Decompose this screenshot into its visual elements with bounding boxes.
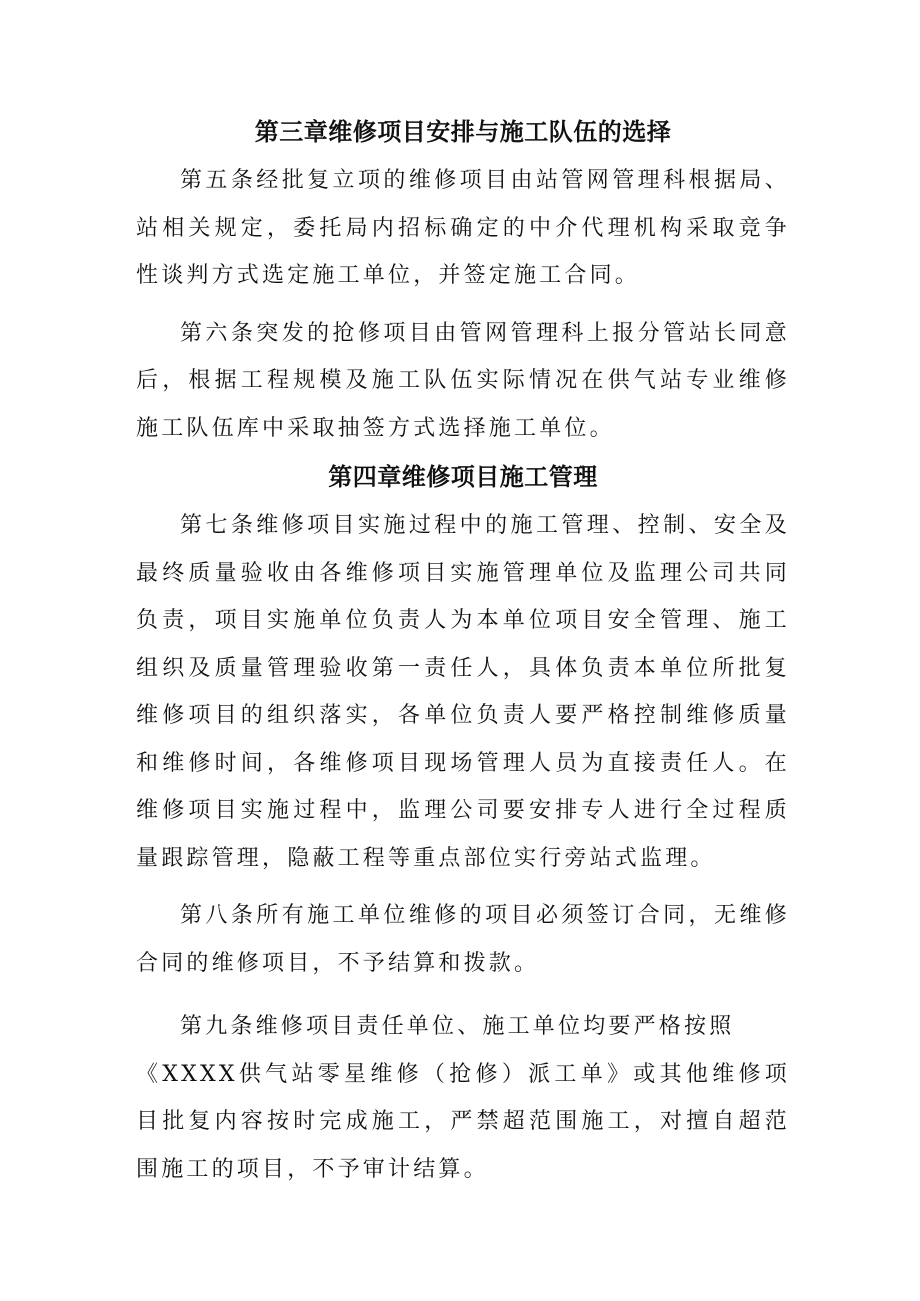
- chapter-4-title: 第四章维修项目施工管理: [328, 463, 598, 491]
- document-body: [136, 109, 790, 1193]
- article-7: 第七条维修项目实施过程中的施工管理、控制、安全及最终质量验收由各维修项目实施管理单位及监理公司共同负责，项目实施单位负责人为本单位项目安全管理、施工组织及质量管理验收第一责任人，具体负责本单位所批复维修项目的组织落实，各单位负责人要严格控制维修质量和维修时间，各维修项目现场管理人员为直接责任人。在维修项目实施过程中，监理公司要安排专人进行全过程质量跟踪管理，隐蔽工程等重点部位实行旁站式监理。: [136, 513, 790, 871]
- article-8: 第八条所有施工单位维修的项目必须签订合同，无维修合同的维修项目，不予结算和拨款。: [136, 903, 790, 976]
- chapter-3-title: 第三章维修项目安排与施工队伍的选择: [254, 118, 672, 146]
- article-6: 第六条突发的抢修项目由管网管理科上报分管站长同意后，根据工程规模及施工队伍实际情况在供气站专业维修施工队伍库中采取抽签方式选择施工单位。: [136, 320, 790, 441]
- article-9-line-1: 第九条维修项目责任单位、施工单位均要严格按照: [180, 1014, 735, 1039]
- article-9-body: 《XXXX供气站零星维修（抢修）派工单》或其他维修项目批复内容按时完成施工，严禁超范围施工，对擅自超范围施工的项目，不予审计结算。: [136, 1061, 790, 1182]
- article-5: 第五条经批复立项的维修项目由站管网管理科根据局、站相关规定，委托局内招标确定的中介代理机构采取竞争性谈判方式选定施工单位，并签定施工合同。: [136, 168, 790, 288]
